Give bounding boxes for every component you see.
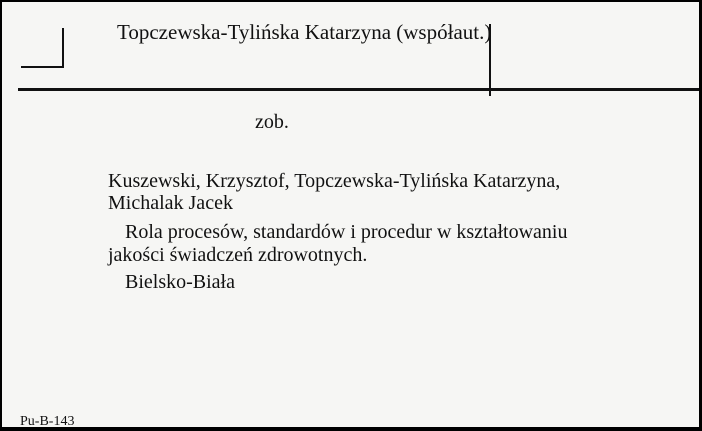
entry-authors-line-1: Kuszewski, Krzysztof, Topczewska-Tylińska Katarzyna, [108, 170, 561, 192]
entry-authors-line-2: Michalak Jacek [108, 192, 233, 214]
corner-mark-horizontal [21, 66, 64, 68]
see-reference-label: zob. [255, 111, 289, 133]
heading-name: Topczewska-Tylińska Katarzyna (współaut.) [117, 20, 492, 44]
catalog-card [2, 2, 699, 427]
catalog-code: Pu-B-143 [20, 414, 75, 429]
entry-title-line-1: Rola procesów, standardów i procedur w kształtowaniu [125, 221, 568, 243]
entry-place: Bielsko-Biała [125, 271, 235, 293]
corner-mark-vertical [62, 28, 64, 68]
heading-underline-rule [18, 88, 699, 91]
entry-title-line-2: jakości świadczeń zdrowotnych. [108, 244, 368, 266]
